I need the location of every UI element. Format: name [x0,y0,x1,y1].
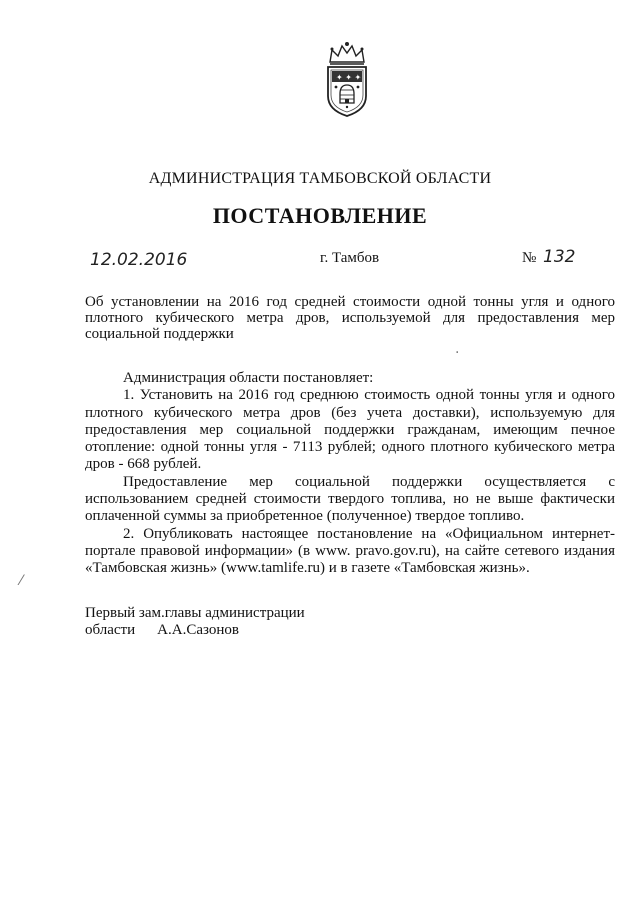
body-item-1-note: Предоставление мер социальной поддержки осуществляется с использованием средней стоимости твердого топлива, но не выше фактически оплаченной суммы за приобретенное (полученное) твердое топливо. [85,473,615,525]
organization-title: АДМИНИСТРАЦИЯ ТАМБОВСКОЙ ОБЛАСТИ [148,170,492,187]
document-type-title: ПОСТАНОВЛЕНИЕ [212,203,428,228]
signature-position: Первый зам.главы администрации [85,605,305,621]
scan-mark: ⁄ [20,573,23,589]
document-body [85,370,615,578]
signature-name: А.А.Сазонов [157,622,239,638]
document-subject: Об установлении на 2016 год средней стоимости одной тонны угля и одного плотного кубического метра дров, используемой для предоставления мер социальной поддержки [85,294,615,342]
coat-of-arms-icon [322,40,372,118]
body-item-2: 2. Опубликовать настоящее постановление на «Официальном интернет-портале правовой информации» (в www. pravo.gov.ru), на сайте сетевого издания «Тамбовская жизнь» (www.tamlife.ru) и в газете «Тамбовская жизнь». [85,525,615,577]
scan-mark: · [455,345,460,361]
signature-area: области [85,622,136,638]
body-item-1: 1. Установить на 2016 год среднюю стоимость одной тонны угля и одного плотного кубического метра дров (без учета доставки), используемую для предоставления мер социальной поддержки гражданам, имеющим печное отопление: одной тонны угля - 7113 рублей; одного плотного кубического метра дров - 668 рублей. [85,387,615,473]
document-date: 12.02.2016 [90,250,188,270]
signature-line [85,622,305,639]
document-number: 132 [543,247,576,267]
document-number-label: № [522,250,537,266]
svg-text:✦ ✦ ✦: ✦ ✦ ✦ [336,73,362,82]
signature-block [85,605,305,639]
document-city: г. Тамбов [320,250,380,266]
body-preamble: Администрация области постановляет: [123,370,374,386]
